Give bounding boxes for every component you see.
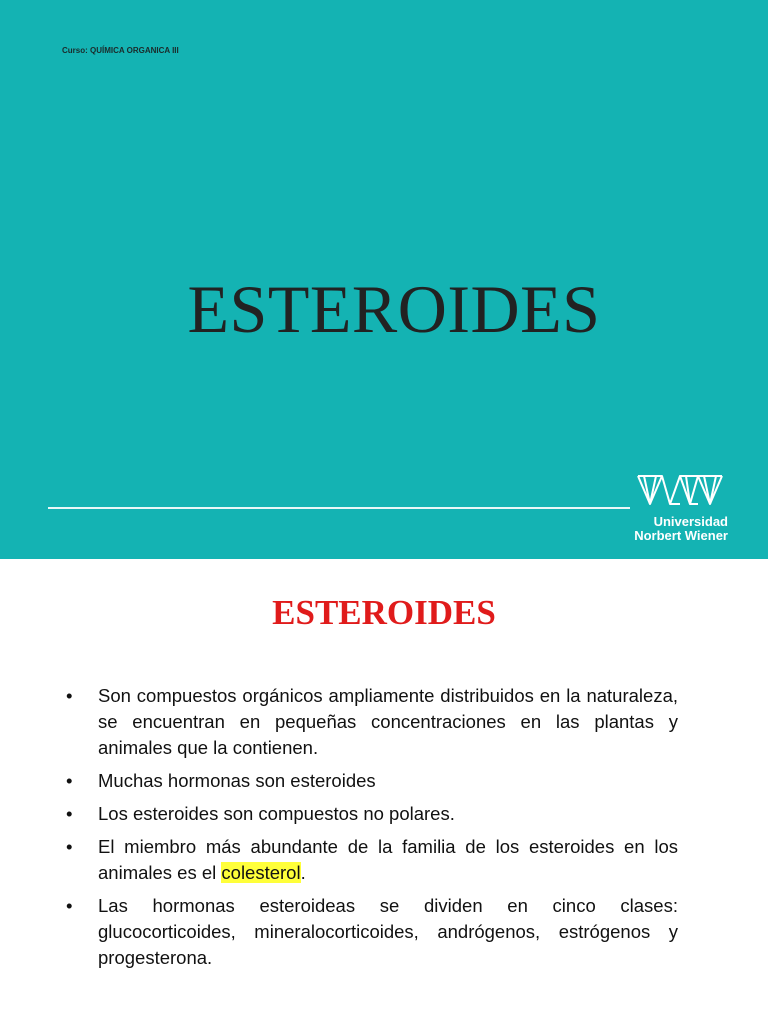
bullet-icon: •: [66, 803, 73, 824]
bullet-icon: •: [66, 895, 73, 916]
bullet-list: [62, 683, 678, 978]
bullet-icon: •: [66, 685, 73, 706]
bullet-text: Son compuestos orgánicos ampliamente distribuidos en la naturaleza, se encuentran en pequeñas concentraciones en las plantas y animales que la contienen.: [98, 685, 678, 758]
bullet-text-before: El miembro más abundante de la familia de los esteroides en los animales es el: [98, 836, 678, 883]
bullet-text-after: .: [300, 862, 306, 883]
content-title: ESTEROIDES: [272, 593, 496, 632]
content-slide: [0, 559, 768, 1024]
bullet-icon: •: [66, 836, 73, 857]
list-item: [62, 683, 678, 761]
university-logo: [608, 470, 728, 548]
bullet-text: Las hormonas esteroideas se dividen en cinco clases: glucocorticoides, mineralocorticoides, andrógenos, estrógenos y progesterona.: [98, 895, 678, 968]
bullet-text: Los esteroides son compuestos no polares.: [98, 803, 455, 824]
course-label: Curso: QUÍMICA ORGANICA III: [62, 46, 179, 55]
bullet-icon: •: [66, 770, 73, 791]
list-item: [62, 768, 678, 794]
divider-line: [48, 507, 630, 509]
logo-text-university: Universidad: [653, 514, 728, 529]
logo-mark-icon: [636, 470, 724, 508]
list-item: [62, 834, 678, 886]
logo-text-name: Norbert Wiener: [634, 528, 728, 543]
bullet-text: Muchas hormonas son esteroides: [98, 770, 376, 791]
list-item: [62, 893, 678, 971]
slide-title: ESTEROIDES: [187, 271, 601, 347]
list-item: [62, 801, 678, 827]
highlighted-term: colesterol: [221, 862, 301, 883]
